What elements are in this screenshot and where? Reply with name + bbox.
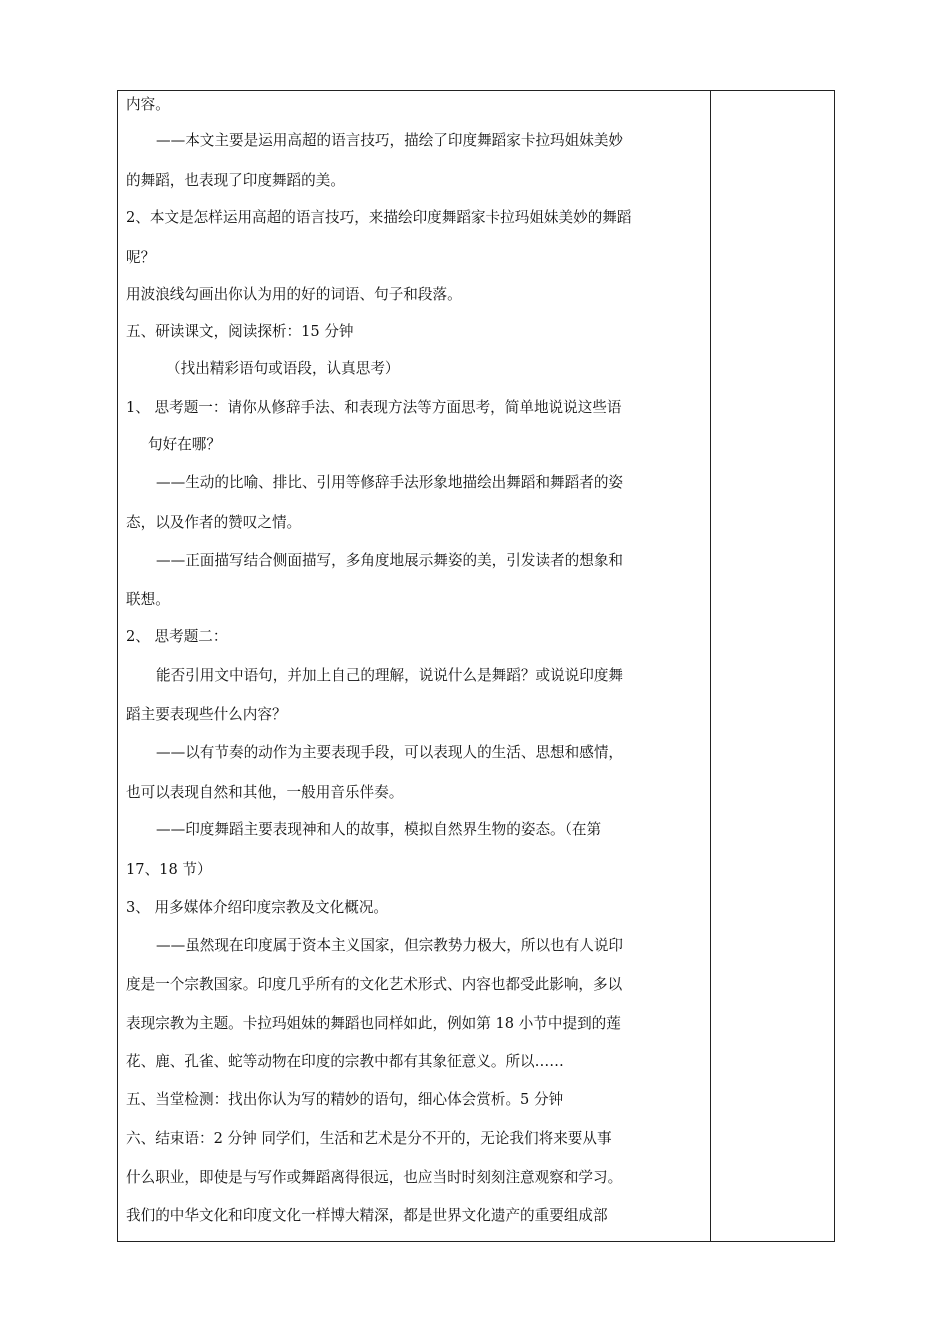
text-line: ——以有节奏的动作为主要表现手段，可以表现人的生活、思想和感情，: [156, 744, 624, 761]
section-heading: 六、结束语：2 分钟 同学们，生活和艺术是分不开的，无论我们将来要从事: [126, 1130, 612, 1147]
text-line: ——印度舞蹈主要表现神和人的故事，模拟自然界生物的姿态。（在第: [156, 821, 602, 838]
text-line: 2、 思考题二：: [126, 628, 228, 645]
text-line: 的舞蹈，也表现了印度舞蹈的美。: [126, 172, 345, 189]
text-line: 态，以及作者的赞叹之情。: [126, 514, 302, 531]
text-line: 3、 用多媒体介绍印度宗教及文化概况。: [126, 899, 389, 916]
section-heading: 五、研读课文，阅读探析：15 分钟: [126, 323, 354, 340]
text-line: 呢？: [126, 249, 156, 266]
text-line: 表现宗教为主题。卡拉玛姐妹的舞蹈也同样如此，例如第 18 小节中提到的莲: [126, 1015, 621, 1032]
text-line: 1、 思考题一：请你从修辞手法、和表现方法等方面思考，简单地说说这些语: [126, 399, 622, 416]
text-line: 能否引用文中语句，并加上自己的理解，说说什么是舞蹈？或说说印度舞: [156, 667, 624, 684]
text-line: ——正面描写结合侧面描写，多角度地展示舞姿的美，引发读者的想象和: [156, 552, 624, 569]
text-line: 内容。: [126, 96, 170, 113]
text-line: （找出精彩语句或语段，认真思考）: [166, 360, 400, 377]
text-line: 17、18 节）: [126, 861, 212, 878]
text-line: 也可以表现自然和其他，一般用音乐伴奏。: [126, 784, 404, 801]
section-heading: 五、当堂检测：找出你认为写的精妙的语句，细心体会赏析。5 分钟: [126, 1091, 564, 1108]
text-line: ——虽然现在印度属于资本主义国家，但宗教势力极大，所以也有人说印: [156, 937, 624, 954]
text-line: ——本文主要是运用高超的语言技巧，描绘了印度舞蹈家卡拉玛姐妹美妙: [156, 132, 624, 149]
text-line: 句好在哪？: [148, 436, 221, 453]
text-line: ——生动的比喻、排比、引用等修辞手法形象地描绘出舞蹈和舞蹈者的姿: [156, 474, 624, 491]
text-line: 联想。: [126, 591, 170, 608]
text-line: 花、鹿、孔雀、蛇等动物在印度的宗教中都有其象征意义。所以……: [126, 1053, 564, 1070]
text-line: 我们的中华文化和印度文化一样博大精深，都是世界文化遗产的重要组成部: [126, 1207, 608, 1224]
text-line: 蹈主要表现些什么内容？: [126, 706, 287, 723]
table-column-divider: [710, 90, 711, 1242]
text-line: 什么职业，即使是与写作或舞蹈离得很远，也应当时时刻刻注意观察和学习。: [126, 1169, 623, 1186]
text-line: 度是一个宗教国家。印度几乎所有的文化艺术形式、内容也都受此影响，多以: [126, 976, 623, 993]
text-line: 2、本文是怎样运用高超的语言技巧，来描绘印度舞蹈家卡拉玛姐妹美妙的舞蹈: [126, 209, 632, 226]
text-line: 用波浪线勾画出你认为用的好的词语、句子和段落。: [126, 286, 462, 303]
